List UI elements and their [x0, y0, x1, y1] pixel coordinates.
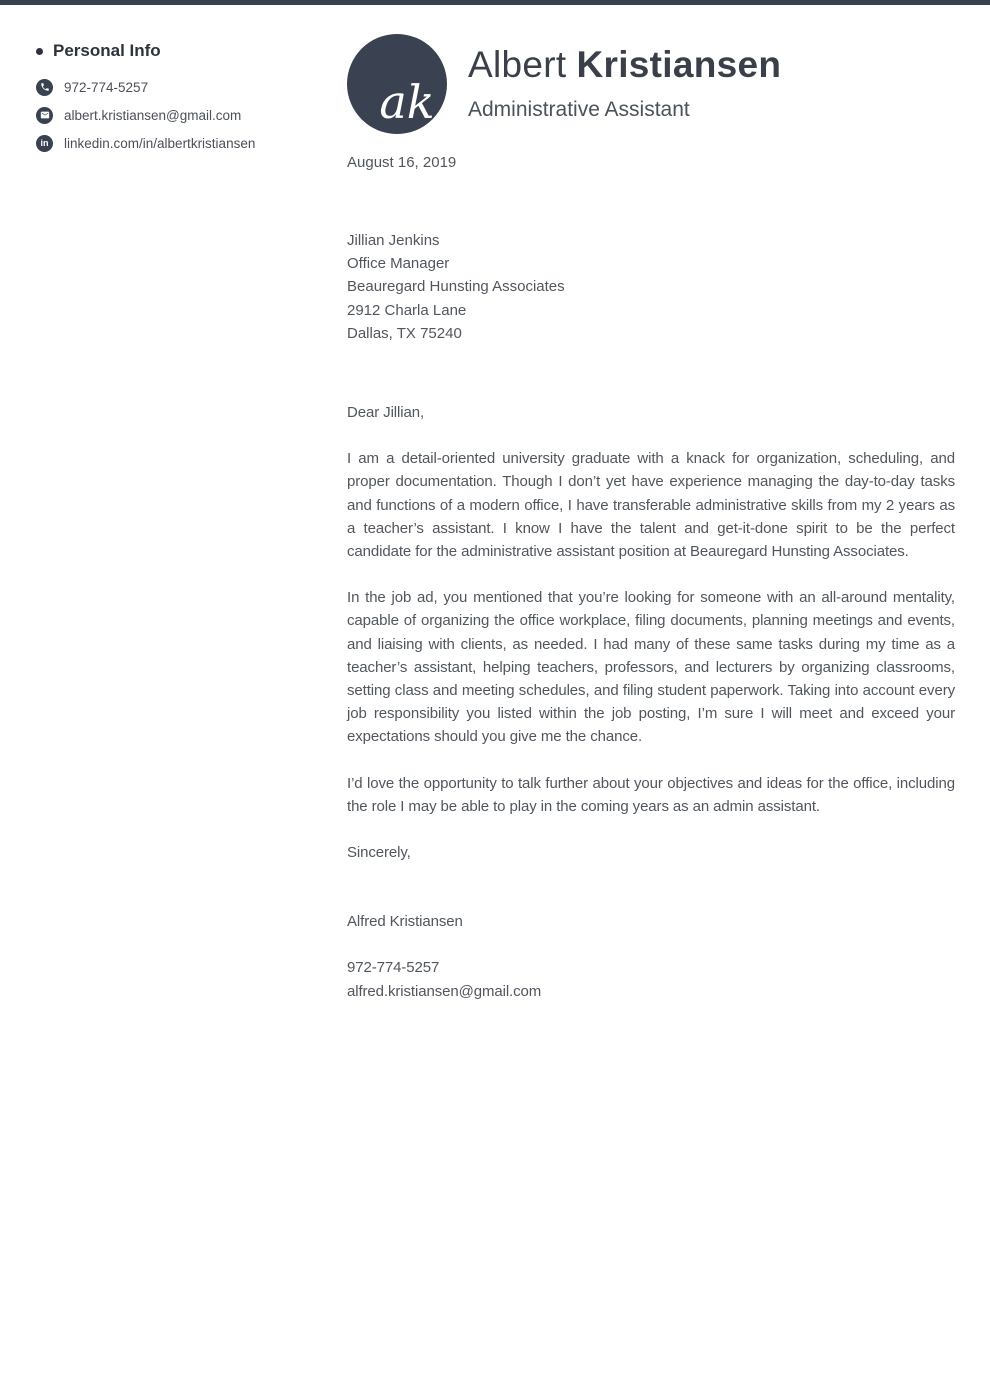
salutation: Dear Jillian,: [347, 404, 425, 421]
recipient-street: 2912 Charla Lane: [347, 301, 467, 319]
candidate-last-name: Kristiansen: [576, 44, 782, 85]
signature-name: Alfred Kristiansen: [347, 913, 463, 931]
header-name-block: [468, 44, 781, 124]
paragraph-1: I am a detail-oriented university graduate with a knack for organization, scheduling, and proper documentation. Though I don’t yet have experience managing the day-to-day tasks and functions of a modern office, I have transferable administrative skills from my 2 years as a teacher’s assistant. I know I have the talent and get-it-done spirit to be the perfect candidate for the administrative assistant position at Beauregard Hunsting Associates.: [347, 450, 955, 561]
avatar-monogram: ak: [379, 75, 435, 129]
closing: Sincerely,: [347, 844, 411, 862]
recipient-block: [347, 229, 565, 345]
candidate-name: [468, 44, 781, 86]
avatar: [347, 34, 447, 134]
email-row: [36, 101, 321, 129]
linkedin-row: [36, 129, 321, 157]
job-title: Administrative Assistant: [468, 98, 690, 121]
personal-info-sidebar: [36, 40, 321, 157]
phone-icon: [36, 79, 53, 96]
accent-top-bar: [0, 0, 990, 5]
personal-info-heading-label: Personal Info: [53, 41, 161, 60]
linkedin-icon: in: [36, 135, 53, 152]
recipient-company: Beauregard Hunsting Associates: [347, 278, 565, 296]
letter-date: August 16, 2019: [347, 154, 457, 171]
phone-row: [36, 73, 321, 101]
signature-phone: 972-774-5257: [347, 959, 440, 977]
recipient-city: Dallas, TX 75240: [347, 324, 462, 342]
signature-email: alfred.kristiansen@gmail.com: [347, 982, 542, 1000]
phone-value: 972-774-5257: [64, 79, 149, 95]
personal-info-heading: [36, 40, 321, 62]
candidate-first-name: Albert: [468, 44, 567, 85]
signature-contact: [347, 956, 955, 1002]
email-value: albert.kristiansen@gmail.com: [64, 107, 242, 123]
linkedin-value: linkedin.com/in/albertkristiansen: [64, 135, 256, 151]
paragraph-2: In the job ad, you mentioned that you’re looking for someone with an all-around mentality, capable of organizing the office workplace, filing documents, planning meetings and events, and liaising with clients, as needed. I had many of these same tasks during my time as a teacher’s assistant, helping teachers, professors, and lecturers by organizing classrooms, setting class and meeting schedules, and filing student paperwork. Taking into account every job responsibility you listed within the job posting, I’m sure I will meet and exceed your expectations should you give me the chance.: [347, 589, 955, 746]
recipient-name: Jillian Jenkins: [347, 232, 440, 249]
letter-body: [347, 401, 955, 1003]
email-icon: [36, 107, 53, 124]
paragraph-3: I’d love the opportunity to talk further about your objectives and ideas for the office, including the role I may be able to play in the coming years as an admin assistant.: [347, 774, 955, 815]
recipient-title: Office Manager: [347, 255, 450, 273]
bullet-icon: [36, 48, 43, 55]
